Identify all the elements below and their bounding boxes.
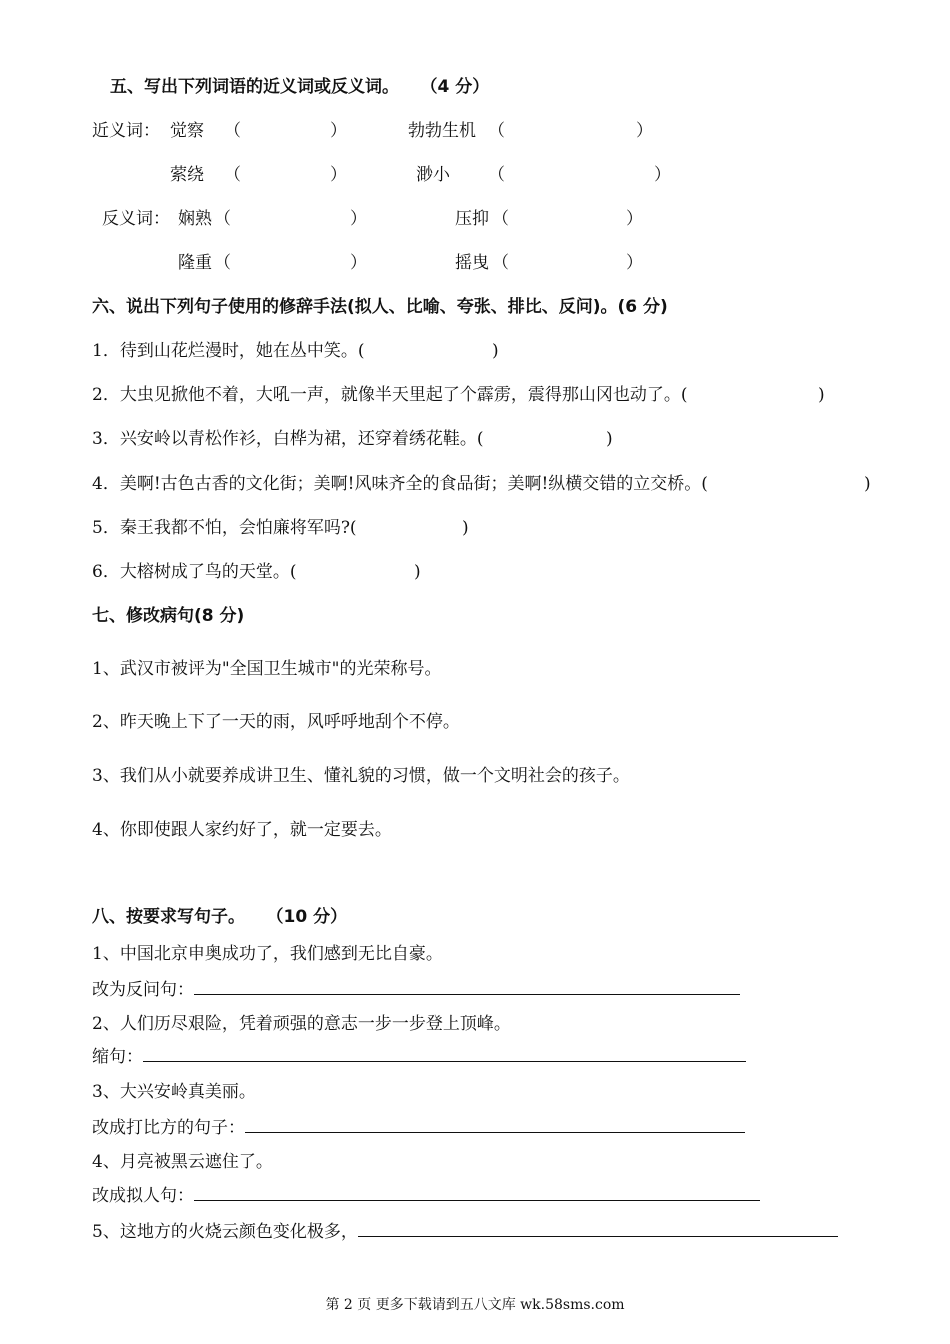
rewrite-q5-row — [92, 1220, 838, 1243]
fix-sentence-2: 2、昨天晚上下了一天的雨，风呼呼地刮个不停。 — [92, 712, 460, 732]
paren-close: ) — [462, 518, 469, 538]
word-longzhong: 隆重 — [178, 253, 212, 273]
answer-line-3[interactable] — [245, 1116, 745, 1133]
rhetoric-q4: 4．美啊!古色古香的文化街；美啊!风味齐全的食品街；美啊!纵横交错的立交桥。( — [92, 474, 708, 494]
rhetoric-q2: 2．大虫见掀他不着，大吼一声，就像半天里起了个霹雳，震得那山冈也动了。( — [92, 385, 688, 405]
antonym-label: 反义词： — [102, 209, 170, 229]
word-yingrao: 萦绕 — [170, 165, 204, 185]
rewrite-q1: 1、中国北京申奥成功了，我们感到无比自豪。 — [92, 944, 443, 964]
paren-close: ) — [492, 341, 499, 361]
paren-close: ) — [864, 474, 871, 494]
word-yaoye: 摇曳 — [455, 253, 489, 273]
section8-score: （10 分） — [275, 907, 348, 927]
paren-open: （ — [224, 121, 241, 141]
rewrite-a1-row — [92, 978, 740, 1001]
rhetoric-q5: 5．秦王我都不怕，会怕廉将军吗?( — [92, 518, 357, 538]
paren-close: ） — [350, 253, 367, 273]
page-footer: 第 2 页 更多下载请到五八文库 wk.58sms.com — [325, 1297, 625, 1313]
paren-close: ） — [626, 209, 643, 229]
paren-open: （ — [492, 253, 509, 273]
paren-close: ） — [330, 165, 347, 185]
section5-score: （4 分） — [429, 77, 490, 97]
rewrite-a3-row — [92, 1116, 745, 1139]
fix-sentence-1: 1、武汉市被评为"全国卫生城市"的光荣称号。 — [92, 659, 442, 679]
rewrite-q2: 2、人们历尽艰险，凭着顽强的意志一步一步登上顶峰。 — [92, 1014, 511, 1034]
rewrite-q5: 5、这地方的火烧云颜色变化极多， — [92, 1222, 358, 1242]
fix-sentence-4: 4、你即使跟人家约好了，就一定要去。 — [92, 820, 392, 840]
section5-title: 五、写出下列词语的近义词或反义词。 （4 分） — [110, 77, 490, 97]
paren-close: ） — [654, 165, 671, 185]
answer-line-5[interactable] — [358, 1220, 838, 1237]
section7-title: 七、修改病句(8 分) — [92, 606, 245, 626]
paren-open: （ — [214, 209, 231, 229]
rewrite-q4: 4、月亮被黑云遮住了。 — [92, 1152, 273, 1172]
paren-open: （ — [492, 209, 509, 229]
answer-line-1[interactable] — [194, 978, 740, 995]
answer-line-4[interactable] — [194, 1184, 760, 1201]
word-juecha: 觉察 — [170, 121, 204, 141]
word-miaoxiao: 渺小 — [416, 165, 450, 185]
rhetoric-q1: 1．待到山花烂漫时，她在丛中笑。( — [92, 341, 365, 361]
section6-title: 六、说出下列句子使用的修辞手法(拟人、比喻、夸张、排比、反问)。(6 分) — [92, 297, 668, 317]
word-yayi: 压抑 — [455, 209, 489, 229]
synonym-label: 近义词： — [92, 121, 160, 141]
rewrite-a2-row — [92, 1045, 746, 1068]
paren-open: （ — [224, 165, 241, 185]
paren-close: ) — [414, 562, 421, 582]
paren-open: （ — [488, 121, 505, 141]
section8-title: 八、按要求写句子。 （10 分） — [92, 907, 348, 927]
paren-close: ) — [606, 429, 613, 449]
paren-close: ） — [626, 253, 643, 273]
rhetoric-q3: 3．兴安岭以青松作衫，白桦为裙，还穿着绣花鞋。( — [92, 429, 484, 449]
rhetoric-q6: 6．大榕树成了鸟的天堂。( — [92, 562, 297, 582]
paren-open: （ — [488, 165, 505, 185]
word-xianshu: 娴熟 — [178, 209, 212, 229]
word-bobo: 勃勃生机 — [408, 121, 476, 141]
fix-sentence-3: 3、我们从小就要养成讲卫生、懂礼貌的习惯，做一个文明社会的孩子。 — [92, 766, 630, 786]
paren-close: ） — [350, 209, 367, 229]
rewrite-a4-row — [92, 1184, 760, 1207]
rewrite-a4-label: 改成拟人句： — [92, 1186, 194, 1206]
rewrite-q3: 3、大兴安岭真美丽。 — [92, 1082, 256, 1102]
paren-close: ) — [818, 385, 825, 405]
answer-line-2[interactable] — [143, 1045, 746, 1062]
rewrite-a2-label: 缩句： — [92, 1047, 143, 1067]
paren-close: ） — [636, 121, 653, 141]
rewrite-a3-label: 改成打比方的句子： — [92, 1118, 245, 1138]
paren-close: ） — [330, 121, 347, 141]
rewrite-a1-label: 改为反问句： — [92, 980, 194, 1000]
paren-open: （ — [214, 253, 231, 273]
